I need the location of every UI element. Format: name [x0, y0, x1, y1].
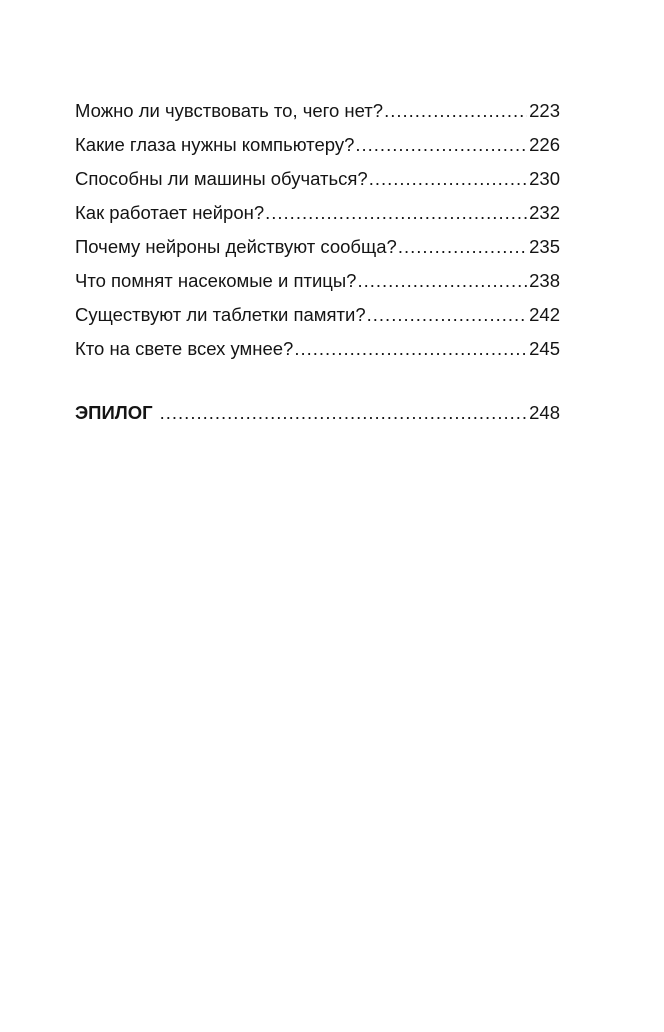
toc-entry-page: 245	[529, 338, 560, 359]
toc-entry-title: Почему нейроны действуют сообща?	[75, 236, 397, 257]
toc-dot-leader	[369, 164, 527, 194]
toc-entry-epilog	[75, 398, 560, 432]
toc-entry-page: 226	[529, 134, 560, 155]
toc-dot-leader	[160, 398, 528, 428]
toc-entry	[75, 96, 560, 130]
toc-dot-leader	[355, 130, 527, 160]
toc-entry-title: Как работает нейрон?	[75, 202, 265, 223]
toc-dot-leader	[357, 266, 527, 296]
toc-entry	[75, 130, 560, 164]
toc-dot-leader	[398, 232, 527, 262]
toc-entry	[75, 232, 560, 266]
toc-entry-title: Кто на свете всех умнее?	[75, 338, 294, 359]
toc-dot-leader	[294, 334, 527, 364]
toc-entry-title: Какие глаза нужны компьютеру?	[75, 134, 355, 155]
toc-entry-title: Способны ли машины обучаться?	[75, 168, 368, 189]
toc-entry	[75, 198, 560, 232]
toc-entry-page: 235	[529, 236, 560, 257]
toc-entry	[75, 334, 560, 368]
toc-entry-page: 242	[529, 304, 560, 325]
epilog-page: 248	[529, 402, 560, 423]
epilog-title: ЭПИЛОГ	[75, 402, 153, 423]
toc-entry-title: Можно ли чувствовать то, чего нет?	[75, 100, 384, 121]
toc-entry-page: 230	[529, 168, 560, 189]
toc-entry-title: Что помнят насекомые и птицы?	[75, 270, 357, 291]
toc-entry	[75, 300, 560, 334]
toc-dot-leader	[384, 96, 527, 126]
table-of-contents	[75, 96, 560, 368]
toc-entry-page: 223	[529, 100, 560, 121]
epilog-entry	[75, 398, 560, 432]
toc-entry	[75, 164, 560, 198]
toc-dot-leader	[265, 198, 527, 228]
toc-entry-title: Существуют ли таблетки памяти?	[75, 304, 366, 325]
toc-entry	[75, 266, 560, 300]
toc-entry-page: 238	[529, 270, 560, 291]
toc-entry-page: 232	[529, 202, 560, 223]
toc-dot-leader	[367, 300, 527, 330]
